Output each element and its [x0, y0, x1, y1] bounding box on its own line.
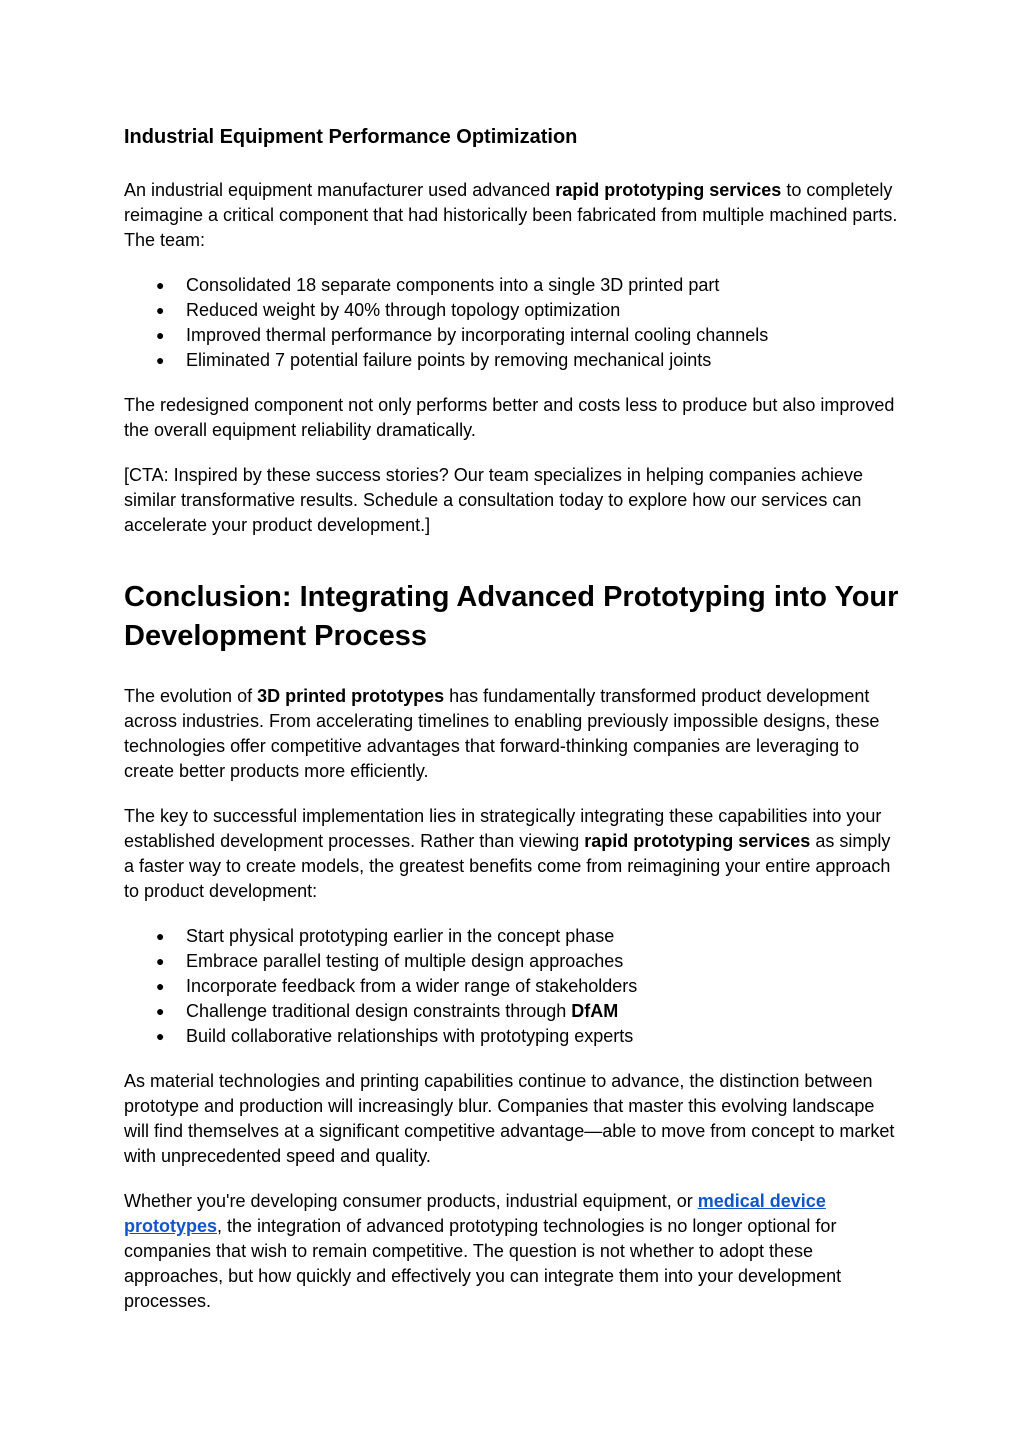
list-item-text: Consolidated 18 separate components into a single 3D printed part: [186, 275, 720, 295]
paragraph-text: The evolution of: [124, 686, 258, 706]
list-item-text: Build collaborative relationships with prototyping experts: [186, 1026, 634, 1046]
list-item: [124, 348, 904, 373]
document-page: [124, 118, 904, 1334]
bullet-icon: ●: [156, 302, 165, 318]
conclusion-paragraph-2: [124, 804, 904, 904]
bullet-icon: ●: [156, 928, 165, 944]
bullet-icon: ●: [156, 327, 165, 343]
list-item: [124, 323, 904, 348]
bold-term: rapid prototyping services: [584, 831, 811, 851]
result-paragraph: The redesigned component not only performs better and costs less to produce but also improved the overall equipment reliability dramatically.: [124, 395, 895, 440]
section-heading: Industrial Equipment Performance Optimization: [124, 126, 578, 148]
bullet-icon: ●: [156, 1003, 165, 1019]
bullet-icon: ●: [156, 1028, 165, 1044]
list-item-text: Embrace parallel testing of multiple design approaches: [186, 951, 624, 971]
list-item-text: Reduced weight by 40% through topology optimization: [186, 300, 621, 320]
bullet-icon: ●: [156, 978, 165, 994]
medical-device-prototypes-link[interactable]: medical device prototypes: [124, 1191, 826, 1236]
paragraph-text: The key to successful implementation lies in strategically integrating these capabilities into your established development processes. Rather than viewing: [124, 806, 882, 851]
list-item: [124, 974, 904, 999]
conclusion-paragraph-3: As material technologies and printing capabilities continue to advance, the distinction between prototype and production will increasingly blur. Companies that master this evolving landscape will find themselves at a significant competitive advantage—able to move from concept to market with unprecedented speed and quality.: [124, 1071, 895, 1166]
bold-term: DfAM: [571, 1001, 619, 1021]
intro-paragraph: [124, 178, 904, 253]
bullet-icon: ●: [156, 953, 165, 969]
bullet-icon: ●: [156, 277, 165, 293]
intro-text-before: An industrial equipment manufacturer used advanced: [124, 180, 556, 200]
intro-bold-term: rapid prototyping services: [555, 180, 782, 200]
conclusion-paragraph-4: [124, 1189, 904, 1314]
recommendations-list: [124, 924, 904, 1049]
paragraph-text: has fundamentally transformed product development across industries. From accelerating timelines to enabling previously impossible designs, these technologies offer competitive advantages that forward-thinking companies are leveraging to create better products more efficiently.: [124, 686, 880, 781]
conclusion-paragraph-1: [124, 684, 904, 784]
paragraph-text: , the integration of advanced prototyping technologies is no longer optional for companies that wish to remain competitive. The question is not whether to adopt these approaches, but how quickly and effectively you can integrate them into your development processes.: [124, 1216, 842, 1311]
list-item-text: Incorporate feedback from a wider range of stakeholders: [186, 976, 638, 996]
list-item: [124, 949, 904, 974]
list-item: [124, 273, 904, 298]
list-item-text: Challenge traditional design constraints through: [186, 1001, 572, 1021]
list-item-text: Improved thermal performance by incorporating internal cooling channels: [186, 325, 769, 345]
conclusion-heading: Conclusion: Integrating Advanced Prototyping into Your Development Process: [124, 581, 899, 652]
bold-term: 3D printed prototypes: [257, 686, 445, 706]
list-item: [124, 1024, 904, 1049]
achievements-list: [124, 273, 904, 373]
list-item-text: Eliminated 7 potential failure points by removing mechanical joints: [186, 350, 712, 370]
intro-text-after: to completely reimagine a critical component that had historically been fabricated from multiple machined parts. The team:: [124, 180, 898, 250]
list-item: [124, 298, 904, 323]
bullet-icon: ●: [156, 352, 165, 368]
paragraph-text: as simply a faster way to create models, the greatest benefits come from reimagining your entire approach to product development:: [124, 831, 891, 901]
list-item: [124, 924, 904, 949]
list-item-text: Start physical prototyping earlier in the concept phase: [186, 926, 615, 946]
paragraph-text: Whether you're developing consumer products, industrial equipment, or: [124, 1191, 698, 1211]
list-item: [124, 999, 904, 1024]
cta-paragraph: [CTA: Inspired by these success stories? Our team specializes in helping companies achieve similar transformative results. Schedule a consultation today to explore how our services can accelerate your product development.]: [124, 465, 864, 535]
